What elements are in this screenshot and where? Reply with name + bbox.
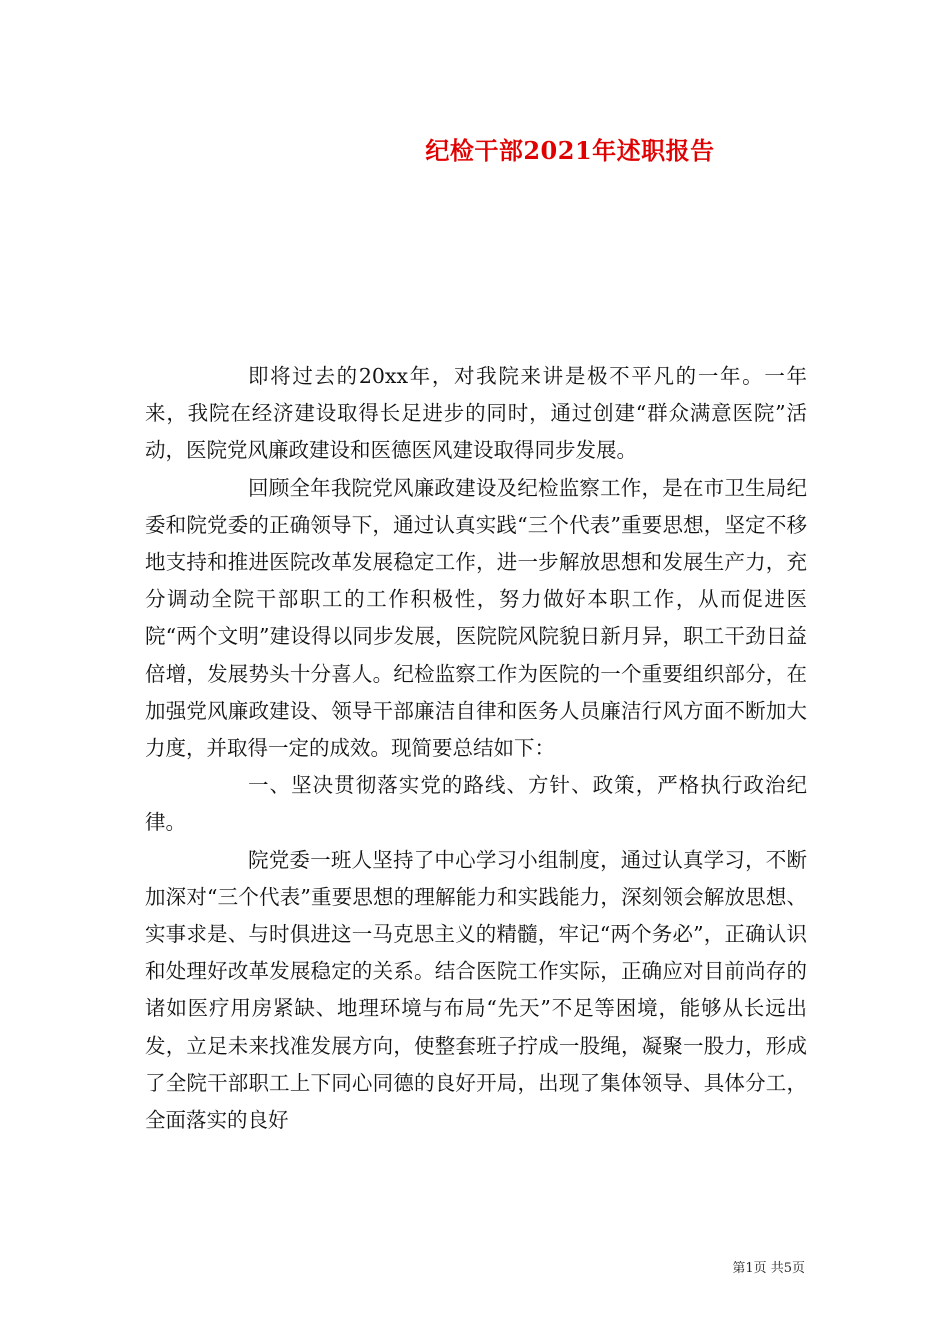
document-body bbox=[145, 358, 807, 1139]
paragraph-party-committee: 院党委一班人坚持了中心学习小组制度，通过认真学习，不断加深对“三个代表”重要思想的理解能力和实践能力，深刻领会解放思想、实事求是、与时俱进这一马克思主义的精髓，牢记“两个务必”，正确认识和处理好改革发展稳定的关系。结合医院工作实际，正确应对目前尚存的诸如医疗用房紧缺、地理环境与布局“先天”不足等困境，能够从长远出发，立足未来找准发展方向，使整套班子拧成一股绳，凝聚一股力，形成了全院干部职工上下同心同德的良好开局，出现了集体领导、具体分工，全面落实的良好 bbox=[145, 847, 807, 1133]
paragraph-review: 回顾全年我院党风廉政建设及纪检监察工作，是在市卫生局纪委和院党委的正确领导下，通过认真实践“三个代表”重要思想，坚定不移地支持和推进医院改革发展稳定工作，进一步解放思想和发展生产力，充分调动全院干部职工的工作积极性，努力做好本职工作，从而促进医院“两个文明”建设得以同步发展，医院院风院貌日新月异，职工干劲日益倍增，发展势头十分喜人。纪检监察工作为医院的一个重要组织部分，在加强党风廉政建设、领导干部廉洁自律和医务人员廉洁行风方面不断加大力度，并取得一定的成效。现简要总结如下： bbox=[145, 475, 807, 761]
paragraph-section-heading: 一、坚决贯彻落实党的路线、方针、政策，严格执行政治纪律。 bbox=[145, 773, 807, 835]
page-number: 第1页 共5页 bbox=[732, 1261, 805, 1276]
paragraph-intro: 即将过去的20xx年，对我院来讲是极不平凡的一年。一年来，我院在经济建设取得长足进步的同时，通过创建“群众满意医院”活动，医院党风廉政建设和医德医风建设取得同步发展。 bbox=[145, 364, 807, 463]
document-title: 纪检干部2021年述职报告 bbox=[425, 136, 715, 165]
